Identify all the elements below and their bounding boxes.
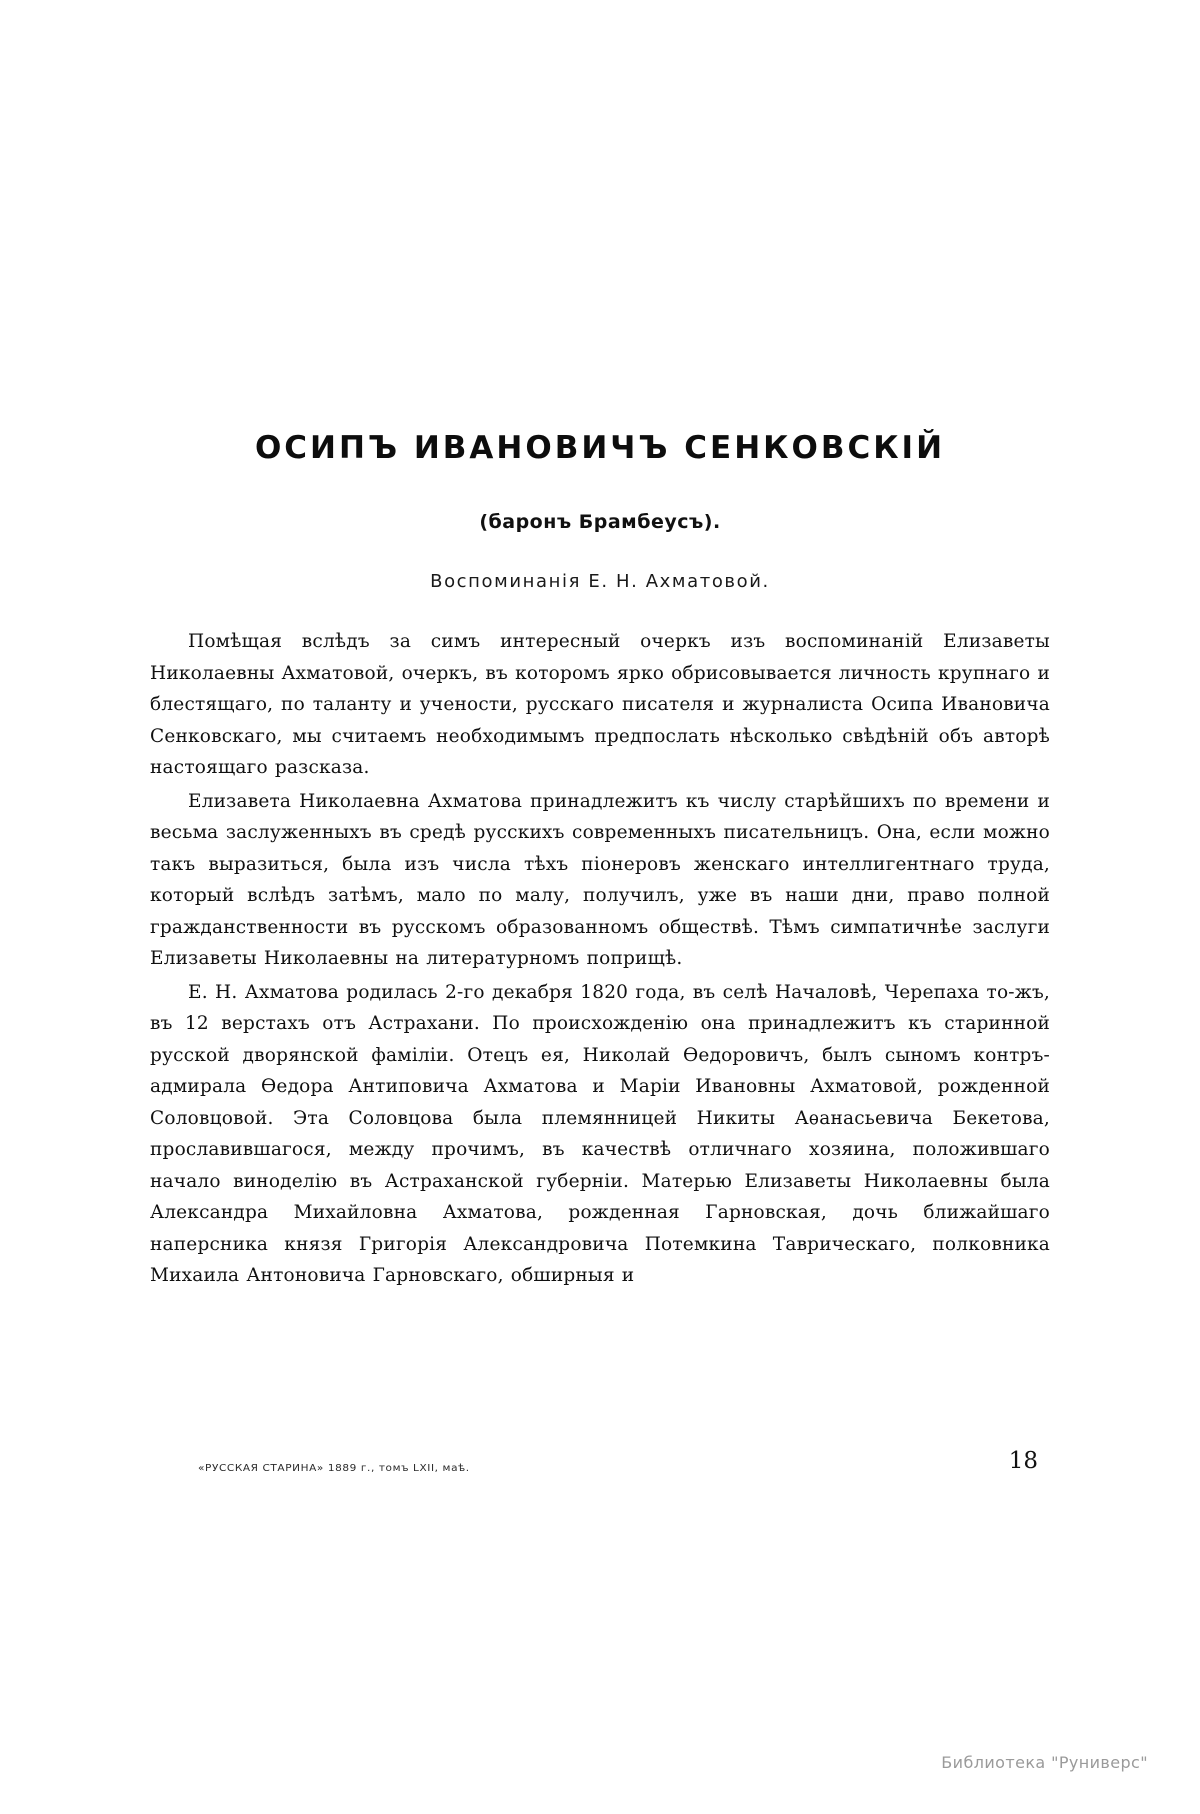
document-byline: Воспоминанія Е. Н. Ахматовой. xyxy=(430,571,770,593)
library-watermark: Библиотека "Руниверс" xyxy=(941,1753,1148,1772)
document-subtitle: (баронъ Брамбеусъ). xyxy=(479,511,721,534)
page-title: ОСИПЪ ИВАНОВИЧЪ СЕНКОВСКІЙ xyxy=(254,430,946,466)
paragraph: Помѣщая вслѣдъ за симъ интересный очеркъ изъ воспоминаній Елизаветы Николаевны Ахматовой, очеркъ, въ которомъ ярко обрисовывается личность крупнаго и блестящаго, по таланту и учености, русскаго писателя и журналиста Осипа Ивановича Сенковскаго, мы считаемъ необходимымъ предпослать нѣсколько свѣдѣній объ авторѣ настоящаго разсказа. xyxy=(150,631,1050,779)
scanned-text-block xyxy=(150,430,1050,1294)
page-number: 18 xyxy=(1008,1448,1038,1474)
body-text xyxy=(150,626,1050,1292)
paragraph: Е. Н. Ахматова родилась 2-го декабря 1820 года, въ селѣ Началовѣ, Черепаха то-жъ, въ 12 верстахъ отъ Астрахани. По происхожденію она принадлежитъ къ старинной русской дворянской фаміліи. Отецъ ея, Николай Ѳедоровичъ, былъ сыномъ контръ-адмирала Ѳедора Антиповича Ахматова и Маріи Ивановны Ахматовой, рожденной Соловцовой. Эта Соловцова была племянницей Никиты Аѳанасьевича Бекетова, прославившагося, между прочимъ, въ качествѣ отличнаго хозяина, положившаго начало виноделію въ Астраханской губерніи. Матерью Елизаветы Николаевны была Александра Михайловна Ахматова, рожденная Гарновская, дочь ближайшаго наперсника князя Григорія Александровича Потемкина Таврическаго, полковника Михаила Антоновича Гарновскаго, обширныя и xyxy=(150,981,1050,1287)
page-footer xyxy=(150,1448,1050,1474)
paragraph: Елизавета Николаевна Ахматова принадлежитъ къ числу старѣйшихъ по времени и весьма заслуженныхъ въ средѣ русскихъ современныхъ писательницъ. Она, если можно такъ выразиться, была изъ числа тѣхъ піонеровъ женскаго интеллигентнаго труда, который вслѣдъ затѣмъ, мало по малу, получилъ, уже въ наши дни, право полной гражданственности въ русскомъ образованномъ обществѣ. Тѣмъ симпатичнѣе заслуги Елизаветы Николаевны на литературномъ поприщѣ. xyxy=(150,790,1050,970)
running-footer: «РУССКАЯ СТАРИНА» 1889 г., томъ LXII, маѣ. xyxy=(198,1462,470,1474)
